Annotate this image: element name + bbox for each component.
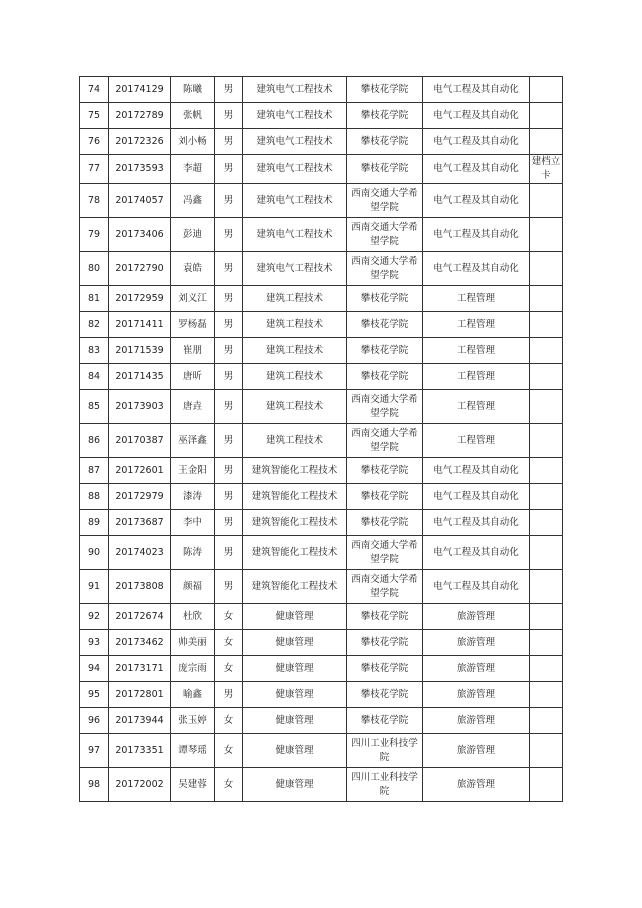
school-cell: 西南交通大学希望学院 (347, 424, 423, 458)
school-cell: 攀枝花学院 (347, 77, 423, 103)
table-row (80, 708, 563, 734)
note-cell (530, 484, 563, 510)
gender-cell: 男 (215, 570, 243, 604)
gender-cell: 男 (215, 364, 243, 390)
note-cell (530, 656, 563, 682)
row-number-cell: 78 (80, 184, 109, 218)
student-id-cell: 20173351 (109, 734, 171, 768)
note-cell (530, 458, 563, 484)
student-id-cell: 20172959 (109, 286, 171, 312)
student-id-cell: 20172801 (109, 682, 171, 708)
student-id-cell: 20171539 (109, 338, 171, 364)
school-cell: 攀枝花学院 (347, 364, 423, 390)
major-cell: 建筑电气工程技术 (243, 218, 347, 252)
gender-cell: 男 (215, 155, 243, 184)
student-id-cell: 20173406 (109, 218, 171, 252)
major-cell: 健康管理 (243, 734, 347, 768)
student-name-cell: 吴建蓉 (171, 768, 215, 802)
student-name-cell: 罗杨磊 (171, 312, 215, 338)
note-cell (530, 312, 563, 338)
student-name-cell: 颜福 (171, 570, 215, 604)
target-major-cell: 旅游管理 (423, 630, 530, 656)
gender-cell: 男 (215, 312, 243, 338)
school-cell: 攀枝花学院 (347, 338, 423, 364)
table-row (80, 129, 563, 155)
school-cell: 西南交通大学希望学院 (347, 252, 423, 286)
student-id-cell: 20173687 (109, 510, 171, 536)
major-cell: 建筑智能化工程技术 (243, 570, 347, 604)
note-cell (530, 218, 563, 252)
student-name-cell: 张玉婷 (171, 708, 215, 734)
row-number-cell: 98 (80, 768, 109, 802)
major-cell: 建筑工程技术 (243, 312, 347, 338)
target-major-cell: 工程管理 (423, 286, 530, 312)
note-cell (530, 734, 563, 768)
major-cell: 建筑电气工程技术 (243, 77, 347, 103)
major-cell: 建筑电气工程技术 (243, 103, 347, 129)
student-name-cell: 冯鑫 (171, 184, 215, 218)
target-major-cell: 电气工程及其自动化 (423, 129, 530, 155)
note-cell (530, 682, 563, 708)
note-cell (530, 252, 563, 286)
gender-cell: 女 (215, 734, 243, 768)
major-cell: 健康管理 (243, 768, 347, 802)
student-name-cell: 陈曦 (171, 77, 215, 103)
student-name-cell: 谭琴瑶 (171, 734, 215, 768)
table-row (80, 286, 563, 312)
student-id-cell: 20173944 (109, 708, 171, 734)
gender-cell: 男 (215, 682, 243, 708)
target-major-cell: 电气工程及其自动化 (423, 218, 530, 252)
student-id-cell: 20172674 (109, 604, 171, 630)
gender-cell: 男 (215, 103, 243, 129)
school-cell: 攀枝花学院 (347, 103, 423, 129)
row-number-cell: 97 (80, 734, 109, 768)
target-major-cell: 电气工程及其自动化 (423, 458, 530, 484)
gender-cell: 男 (215, 390, 243, 424)
note-cell (530, 708, 563, 734)
major-cell: 建筑工程技术 (243, 364, 347, 390)
target-major-cell: 电气工程及其自动化 (423, 536, 530, 570)
row-number-cell: 83 (80, 338, 109, 364)
row-number-cell: 75 (80, 103, 109, 129)
major-cell: 建筑电气工程技术 (243, 184, 347, 218)
note-cell (530, 570, 563, 604)
note-cell: 建档立卡 (530, 155, 563, 184)
gender-cell: 男 (215, 338, 243, 364)
school-cell: 攀枝花学院 (347, 484, 423, 510)
row-number-cell: 80 (80, 252, 109, 286)
school-cell: 四川工业科技学院 (347, 768, 423, 802)
student-name-cell: 帅美丽 (171, 630, 215, 656)
student-id-cell: 20173903 (109, 390, 171, 424)
row-number-cell: 86 (80, 424, 109, 458)
major-cell: 建筑智能化工程技术 (243, 458, 347, 484)
table-row (80, 103, 563, 129)
row-number-cell: 94 (80, 656, 109, 682)
gender-cell: 女 (215, 656, 243, 682)
school-cell: 攀枝花学院 (347, 155, 423, 184)
major-cell: 建筑智能化工程技术 (243, 536, 347, 570)
note-cell (530, 768, 563, 802)
major-cell: 健康管理 (243, 682, 347, 708)
target-major-cell: 工程管理 (423, 364, 530, 390)
school-cell: 西南交通大学希望学院 (347, 570, 423, 604)
target-major-cell: 旅游管理 (423, 708, 530, 734)
target-major-cell: 电气工程及其自动化 (423, 77, 530, 103)
student-id-cell: 20173171 (109, 656, 171, 682)
student-id-cell: 20173593 (109, 155, 171, 184)
table-row (80, 604, 563, 630)
student-name-cell: 唐昕 (171, 364, 215, 390)
table-row (80, 484, 563, 510)
target-major-cell: 旅游管理 (423, 682, 530, 708)
gender-cell: 女 (215, 708, 243, 734)
student-id-cell: 20172979 (109, 484, 171, 510)
table-row (80, 390, 563, 424)
student-id-cell: 20174129 (109, 77, 171, 103)
student-name-cell: 崔朋 (171, 338, 215, 364)
target-major-cell: 电气工程及其自动化 (423, 570, 530, 604)
student-name-cell: 彭迪 (171, 218, 215, 252)
row-number-cell: 91 (80, 570, 109, 604)
gender-cell: 男 (215, 424, 243, 458)
roster-body (80, 77, 563, 802)
table-row (80, 218, 563, 252)
target-major-cell: 旅游管理 (423, 768, 530, 802)
major-cell: 建筑智能化工程技术 (243, 510, 347, 536)
student-name-cell: 漆涛 (171, 484, 215, 510)
gender-cell: 男 (215, 184, 243, 218)
student-id-cell: 20174057 (109, 184, 171, 218)
student-id-cell: 20172601 (109, 458, 171, 484)
gender-cell: 男 (215, 218, 243, 252)
school-cell: 攀枝花学院 (347, 604, 423, 630)
note-cell (530, 604, 563, 630)
table-row (80, 338, 563, 364)
note-cell (530, 536, 563, 570)
note-cell (530, 129, 563, 155)
gender-cell: 男 (215, 129, 243, 155)
gender-cell: 男 (215, 510, 243, 536)
row-number-cell: 79 (80, 218, 109, 252)
table-row (80, 656, 563, 682)
target-major-cell: 电气工程及其自动化 (423, 484, 530, 510)
gender-cell: 女 (215, 604, 243, 630)
target-major-cell: 电气工程及其自动化 (423, 510, 530, 536)
target-major-cell: 旅游管理 (423, 656, 530, 682)
student-name-cell: 杜欣 (171, 604, 215, 630)
target-major-cell: 工程管理 (423, 424, 530, 458)
school-cell: 攀枝花学院 (347, 510, 423, 536)
target-major-cell: 旅游管理 (423, 604, 530, 630)
target-major-cell: 旅游管理 (423, 734, 530, 768)
row-number-cell: 89 (80, 510, 109, 536)
row-number-cell: 92 (80, 604, 109, 630)
student-id-cell: 20172789 (109, 103, 171, 129)
table-row (80, 312, 563, 338)
target-major-cell: 工程管理 (423, 338, 530, 364)
school-cell: 攀枝花学院 (347, 656, 423, 682)
student-name-cell: 陈涛 (171, 536, 215, 570)
row-number-cell: 85 (80, 390, 109, 424)
table-row (80, 734, 563, 768)
target-major-cell: 电气工程及其自动化 (423, 155, 530, 184)
major-cell: 建筑工程技术 (243, 286, 347, 312)
major-cell: 建筑工程技术 (243, 390, 347, 424)
table-row (80, 768, 563, 802)
row-number-cell: 82 (80, 312, 109, 338)
row-number-cell: 81 (80, 286, 109, 312)
major-cell: 建筑电气工程技术 (243, 252, 347, 286)
note-cell (530, 184, 563, 218)
major-cell: 建筑电气工程技术 (243, 129, 347, 155)
row-number-cell: 87 (80, 458, 109, 484)
row-number-cell: 74 (80, 77, 109, 103)
student-id-cell: 20171411 (109, 312, 171, 338)
major-cell: 健康管理 (243, 604, 347, 630)
table-row (80, 536, 563, 570)
table-row (80, 184, 563, 218)
gender-cell: 男 (215, 458, 243, 484)
student-name-cell: 刘小畅 (171, 129, 215, 155)
gender-cell: 男 (215, 286, 243, 312)
student-name-cell: 庞宗雨 (171, 656, 215, 682)
school-cell: 攀枝花学院 (347, 458, 423, 484)
major-cell: 健康管理 (243, 708, 347, 734)
row-number-cell: 96 (80, 708, 109, 734)
table-row (80, 570, 563, 604)
row-number-cell: 90 (80, 536, 109, 570)
student-id-cell: 20173462 (109, 630, 171, 656)
major-cell: 健康管理 (243, 630, 347, 656)
student-roster-table (79, 76, 563, 802)
major-cell: 健康管理 (243, 656, 347, 682)
school-cell: 攀枝花学院 (347, 286, 423, 312)
table-row (80, 630, 563, 656)
row-number-cell: 93 (80, 630, 109, 656)
student-name-cell: 喻鑫 (171, 682, 215, 708)
note-cell (530, 286, 563, 312)
school-cell: 攀枝花学院 (347, 312, 423, 338)
note-cell (530, 424, 563, 458)
target-major-cell: 电气工程及其自动化 (423, 252, 530, 286)
gender-cell: 男 (215, 252, 243, 286)
target-major-cell: 工程管理 (423, 390, 530, 424)
note-cell (530, 510, 563, 536)
major-cell: 建筑工程技术 (243, 424, 347, 458)
student-name-cell: 袁皓 (171, 252, 215, 286)
table-row (80, 364, 563, 390)
table-row (80, 510, 563, 536)
student-id-cell: 20170387 (109, 424, 171, 458)
note-cell (530, 364, 563, 390)
note-cell (530, 338, 563, 364)
row-number-cell: 84 (80, 364, 109, 390)
student-name-cell: 李超 (171, 155, 215, 184)
gender-cell: 男 (215, 77, 243, 103)
table-row (80, 424, 563, 458)
school-cell: 四川工业科技学院 (347, 734, 423, 768)
student-id-cell: 20172326 (109, 129, 171, 155)
target-major-cell: 电气工程及其自动化 (423, 184, 530, 218)
row-number-cell: 76 (80, 129, 109, 155)
student-name-cell: 刘义江 (171, 286, 215, 312)
gender-cell: 女 (215, 768, 243, 802)
table-row (80, 458, 563, 484)
student-name-cell: 李中 (171, 510, 215, 536)
school-cell: 西南交通大学希望学院 (347, 536, 423, 570)
school-cell: 西南交通大学希望学院 (347, 218, 423, 252)
student-id-cell: 20172002 (109, 768, 171, 802)
school-cell: 西南交通大学希望学院 (347, 184, 423, 218)
school-cell: 攀枝花学院 (347, 129, 423, 155)
school-cell: 攀枝花学院 (347, 630, 423, 656)
student-id-cell: 20173808 (109, 570, 171, 604)
target-major-cell: 电气工程及其自动化 (423, 103, 530, 129)
student-id-cell: 20174023 (109, 536, 171, 570)
note-cell (530, 390, 563, 424)
student-name-cell: 巫泽鑫 (171, 424, 215, 458)
target-major-cell: 工程管理 (423, 312, 530, 338)
major-cell: 建筑电气工程技术 (243, 155, 347, 184)
school-cell: 攀枝花学院 (347, 682, 423, 708)
student-name-cell: 唐垚 (171, 390, 215, 424)
row-number-cell: 88 (80, 484, 109, 510)
gender-cell: 女 (215, 630, 243, 656)
note-cell (530, 103, 563, 129)
school-cell: 西南交通大学希望学院 (347, 390, 423, 424)
major-cell: 建筑智能化工程技术 (243, 484, 347, 510)
student-name-cell: 张帆 (171, 103, 215, 129)
row-number-cell: 77 (80, 155, 109, 184)
table-row (80, 682, 563, 708)
student-name-cell: 王金阳 (171, 458, 215, 484)
student-id-cell: 20171435 (109, 364, 171, 390)
school-cell: 攀枝花学院 (347, 708, 423, 734)
major-cell: 建筑工程技术 (243, 338, 347, 364)
table-row (80, 77, 563, 103)
student-id-cell: 20172790 (109, 252, 171, 286)
note-cell (530, 77, 563, 103)
gender-cell: 男 (215, 484, 243, 510)
table-row (80, 155, 563, 184)
gender-cell: 男 (215, 536, 243, 570)
table-row (80, 252, 563, 286)
note-cell (530, 630, 563, 656)
row-number-cell: 95 (80, 682, 109, 708)
